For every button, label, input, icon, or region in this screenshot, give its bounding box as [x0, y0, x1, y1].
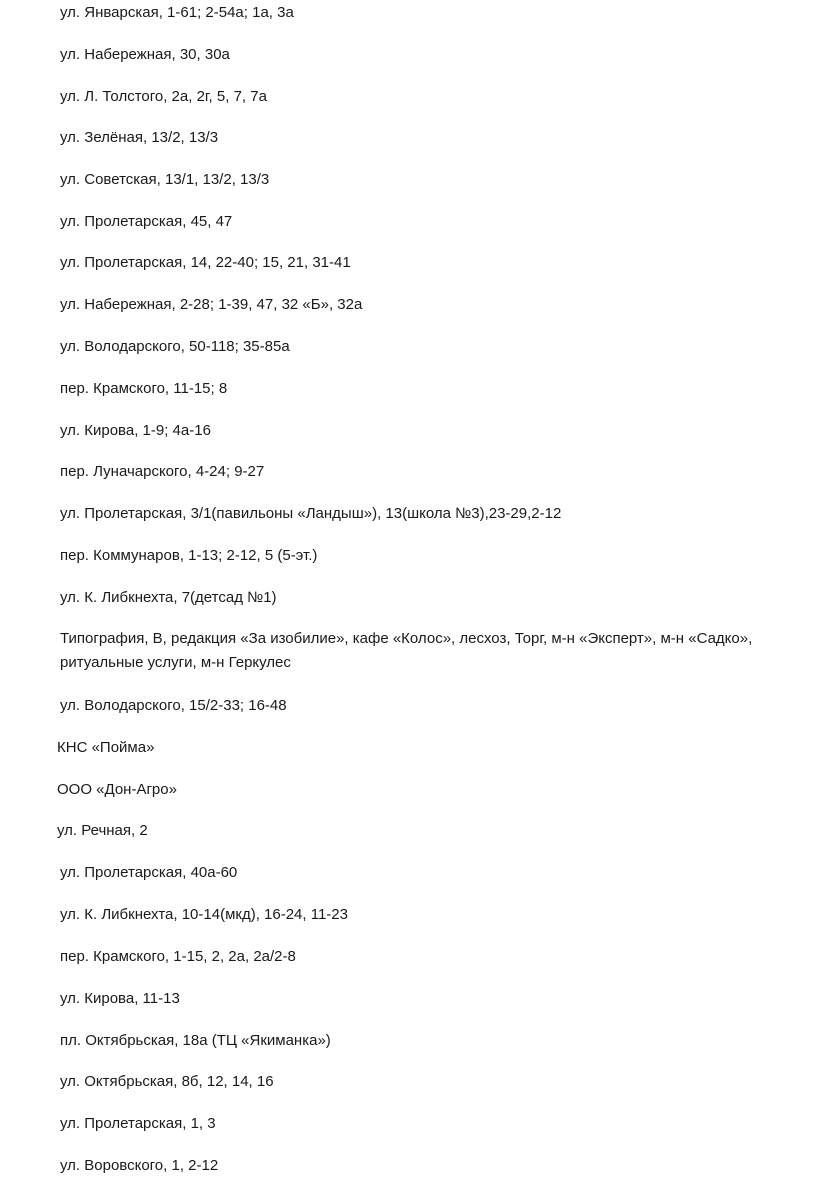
address-line-4: ул. Зелёная, 13/2, 13/3: [60, 129, 219, 146]
address-line-13: ул. Пролетарская, 3/1(павильоны «Ландыш»), 13(школа №3),23-29,2-12: [60, 505, 562, 522]
address-line-7: ул. Пролетарская, 14, 22-40; 15, 21, 31-41: [60, 254, 351, 271]
address-line-15: ул. К. Либкнехта, 7(детсад №1): [60, 589, 277, 606]
address-line-19: ООО «Дон-Агро»: [57, 781, 177, 798]
address-line-12: пер. Луначарского, 4-24; 9-27: [60, 463, 265, 480]
address-line-10: пер. Крамского, 11-15; 8: [60, 380, 228, 397]
address-line-27: ул. Пролетарская, 1, 3: [60, 1115, 216, 1132]
address-line-6: ул. Пролетарская, 45, 47: [60, 213, 233, 230]
address-line-14: пер. Коммунаров, 1-13; 2-12, 5 (5-эт.): [60, 547, 318, 564]
address-line-24: ул. Кирова, 11-13: [60, 990, 180, 1007]
address-line-3: ул. Л. Толстого, 2а, 2г, 5, 7, 7а: [60, 88, 267, 105]
address-line-11: ул. Кирова, 1-9; 4а-16: [60, 422, 211, 439]
address-line-23: пер. Крамского, 1-15, 2, 2а, 2а/2-8: [60, 948, 296, 965]
address-line-25: пл. Октябрьская, 18а (ТЦ «Якиманка»): [60, 1032, 331, 1049]
address-line-2: ул. Набережная, 30, 30а: [60, 46, 230, 63]
address-line-1: ул. Январская, 1-61; 2-54а; 1а, 3а: [60, 4, 294, 21]
address-line-9: ул. Володарского, 50-118; 35-85а: [60, 338, 290, 355]
address-line-28: ул. Воровского, 1, 2-12: [60, 1157, 219, 1174]
address-line-5: ул. Советская, 13/1, 13/2, 13/3: [60, 171, 270, 188]
address-line-26: ул. Октябрьская, 8б, 12, 14, 16: [60, 1073, 274, 1090]
address-line-21: ул. Пролетарская, 40а-60: [60, 864, 238, 881]
address-line-16-organizations: Типография, В, редакция «За изобилие», кафе «Колос», лесхоз, Торг, м-н «Эксперт», м-н «Садко», ритуальные услуги, м-н Геркулес: [60, 630, 753, 671]
address-line-20: ул. Речная, 2: [57, 822, 148, 839]
address-line-17: ул. Володарского, 15/2-33; 16-48: [60, 697, 287, 714]
address-line-8: ул. Набережная, 2-28; 1-39, 47, 32 «Б», 32а: [60, 296, 363, 313]
address-line-18: КНС «Пойма»: [57, 739, 155, 756]
address-line-22: ул. К. Либкнехта, 10-14(мкд), 16-24, 11-23: [60, 906, 348, 923]
